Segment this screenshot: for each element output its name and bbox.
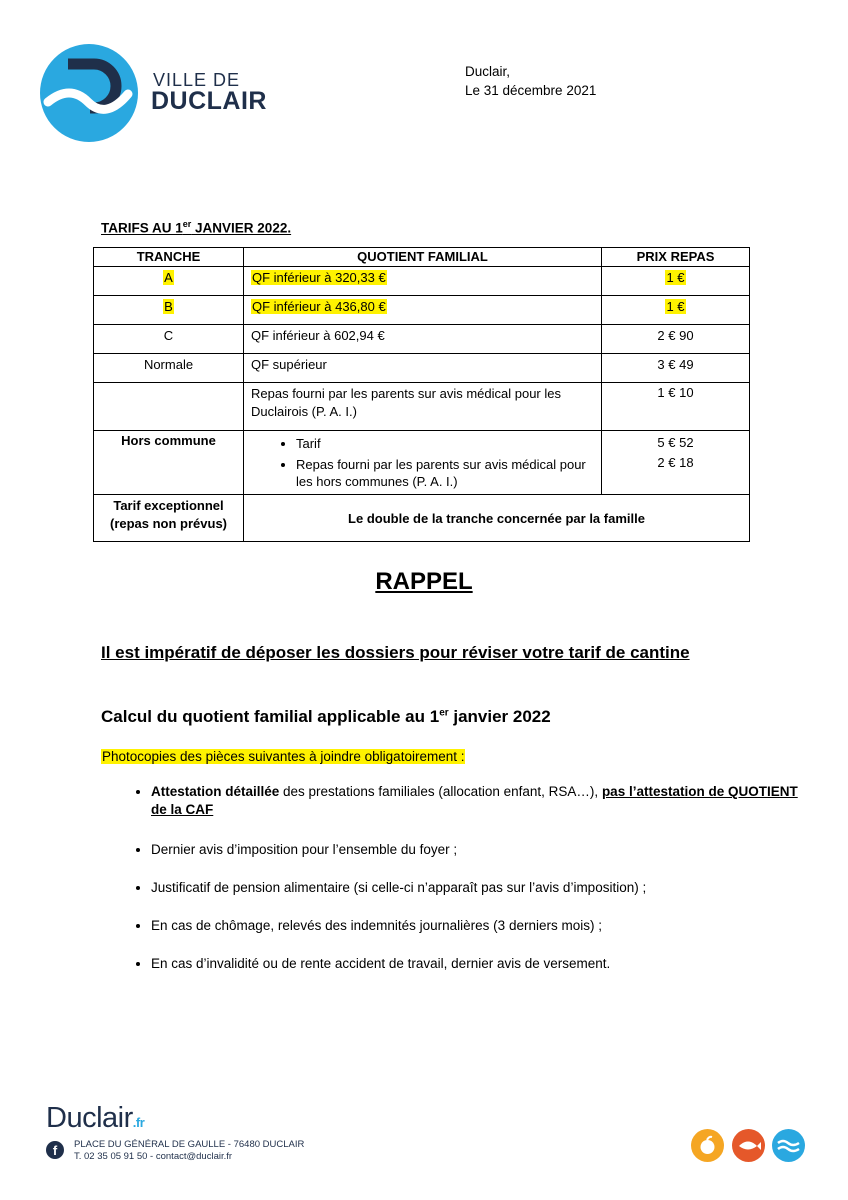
- tranche-c: C: [94, 325, 244, 354]
- tranche-pai: [94, 383, 244, 431]
- table-row-b: [94, 296, 750, 325]
- exceptionnel-text: Le double de la tranche concernée par la famille: [244, 495, 750, 542]
- hors-commune-list: [244, 435, 601, 490]
- date: Le 31 décembre 2021: [465, 83, 597, 98]
- list-item: • Repas fourni par les parents sur avis médical pour les hors communes (P. A. I.): [296, 456, 601, 490]
- doc1-text: des prestations familiales (allocation enfant, RSA…),: [279, 784, 602, 799]
- prix-b: 1 €: [666, 299, 685, 314]
- facebook-icon[interactable]: f: [46, 1141, 64, 1159]
- prix-a: 1 €: [666, 270, 685, 285]
- tranche-normale: Normale: [94, 354, 244, 383]
- table-row-a: [94, 267, 750, 296]
- header-prix: PRIX REPAS: [602, 248, 750, 267]
- footer-brand-name: Duclair: [46, 1102, 133, 1134]
- logo-ville-de: VILLE DE: [153, 70, 241, 90]
- list-item: • En cas d’invalidité ou de rente accident de travail, dernier avis de versement.: [151, 955, 801, 973]
- list-item: [151, 783, 801, 819]
- label-fish-icon: [732, 1129, 765, 1162]
- header-tranche: TRANCHE: [94, 248, 244, 267]
- imperatif-text: Il est impératif de déposer les dossiers pour réviser votre tarif de cantine: [101, 643, 690, 662]
- list-item: • Tarif: [296, 435, 601, 452]
- tranche-hors-commune: Hors commune: [94, 431, 244, 495]
- tarifs-title: [101, 219, 291, 236]
- label-apple-icon: [691, 1129, 724, 1162]
- prix-pai: 1 € 10: [602, 383, 750, 431]
- footer-brand-tld: .fr: [132, 1115, 145, 1130]
- photocopies-text: Photocopies des pièces suivantes à joindre obligatoirement :: [102, 749, 465, 764]
- quotient-normale: QF supérieur: [244, 354, 602, 383]
- table-row-c: [94, 325, 750, 354]
- tarifs-title-text: TARIFS AU 1: [101, 220, 183, 236]
- calcul-heading: [101, 707, 551, 727]
- prix-normale: 3 € 49: [602, 354, 750, 383]
- photocopies-note: [101, 749, 465, 764]
- calcul-date: janvier 2022: [448, 707, 551, 726]
- quotient-b: QF inférieur à 436,80 €: [252, 299, 386, 314]
- tranche-exceptionnel-line2: (repas non prévus): [109, 516, 228, 531]
- place: Duclair,: [465, 64, 511, 79]
- footer-address: [74, 1139, 304, 1163]
- tarifs-table: [93, 247, 750, 542]
- tranche-a: A: [164, 270, 173, 285]
- address-line: PLACE DU GÉNÉRAL DE GAULLE - 76480 DUCLAIR: [74, 1139, 305, 1150]
- tarifs-title-sup: er: [182, 219, 192, 229]
- tranche-exceptionnel-line1: Tarif exceptionnel: [113, 498, 224, 513]
- rappel-title: RAPPEL: [375, 568, 473, 595]
- prix-hors-commune-pai: 2 € 18: [657, 455, 694, 470]
- list-item: • Dernier avis d’imposition pour l’ensemble du foyer ;: [151, 841, 801, 859]
- header-quotient: QUOTIENT FAMILIAL: [244, 248, 602, 267]
- documents-list: [103, 783, 801, 993]
- place-date: [465, 62, 596, 100]
- table-row-normale: [94, 354, 750, 383]
- logo-duclair: DUCLAIR: [151, 87, 267, 115]
- contact-line: T. 02 35 05 91 50 - contact@duclair.fr: [74, 1151, 233, 1162]
- duclair-logo-icon: [40, 44, 138, 142]
- quotient-pai: Repas fourni par les parents sur avis médical pour les Duclairois (P. A. I.): [244, 383, 602, 431]
- tranche-b: B: [164, 299, 173, 314]
- doc1-bold: Attestation détaillée: [151, 784, 280, 799]
- table-row-hors-commune: [94, 431, 750, 495]
- calcul-text: Calcul du quotient familial applicable au 1: [101, 707, 440, 726]
- doc1-underline: pas l’attestation de QUOTIENT de la CAF: [151, 784, 798, 817]
- table-header-row: [94, 248, 750, 267]
- footer-brand: [46, 1102, 144, 1135]
- table-row-pai: [94, 383, 750, 431]
- list-item: • Justificatif de pension alimentaire (si celle-ci n’apparaît pas sur l’avis d’imposition) ;: [151, 879, 801, 897]
- prix-c: 2 € 90: [602, 325, 750, 354]
- quotient-a: QF inférieur à 320,33 €: [252, 270, 386, 285]
- quotient-c: QF inférieur à 602,94 €: [244, 325, 602, 354]
- table-row-exceptionnel: [94, 495, 750, 542]
- list-item: • En cas de chômage, relevés des indemnités journalières (3 derniers mois) ;: [151, 917, 801, 935]
- tarifs-title-date: JANVIER 2022.: [191, 220, 292, 236]
- label-wave-icon: [772, 1129, 805, 1162]
- calcul-sup: er: [439, 707, 449, 719]
- prix-hors-commune-tarif: 5 € 52: [657, 435, 694, 450]
